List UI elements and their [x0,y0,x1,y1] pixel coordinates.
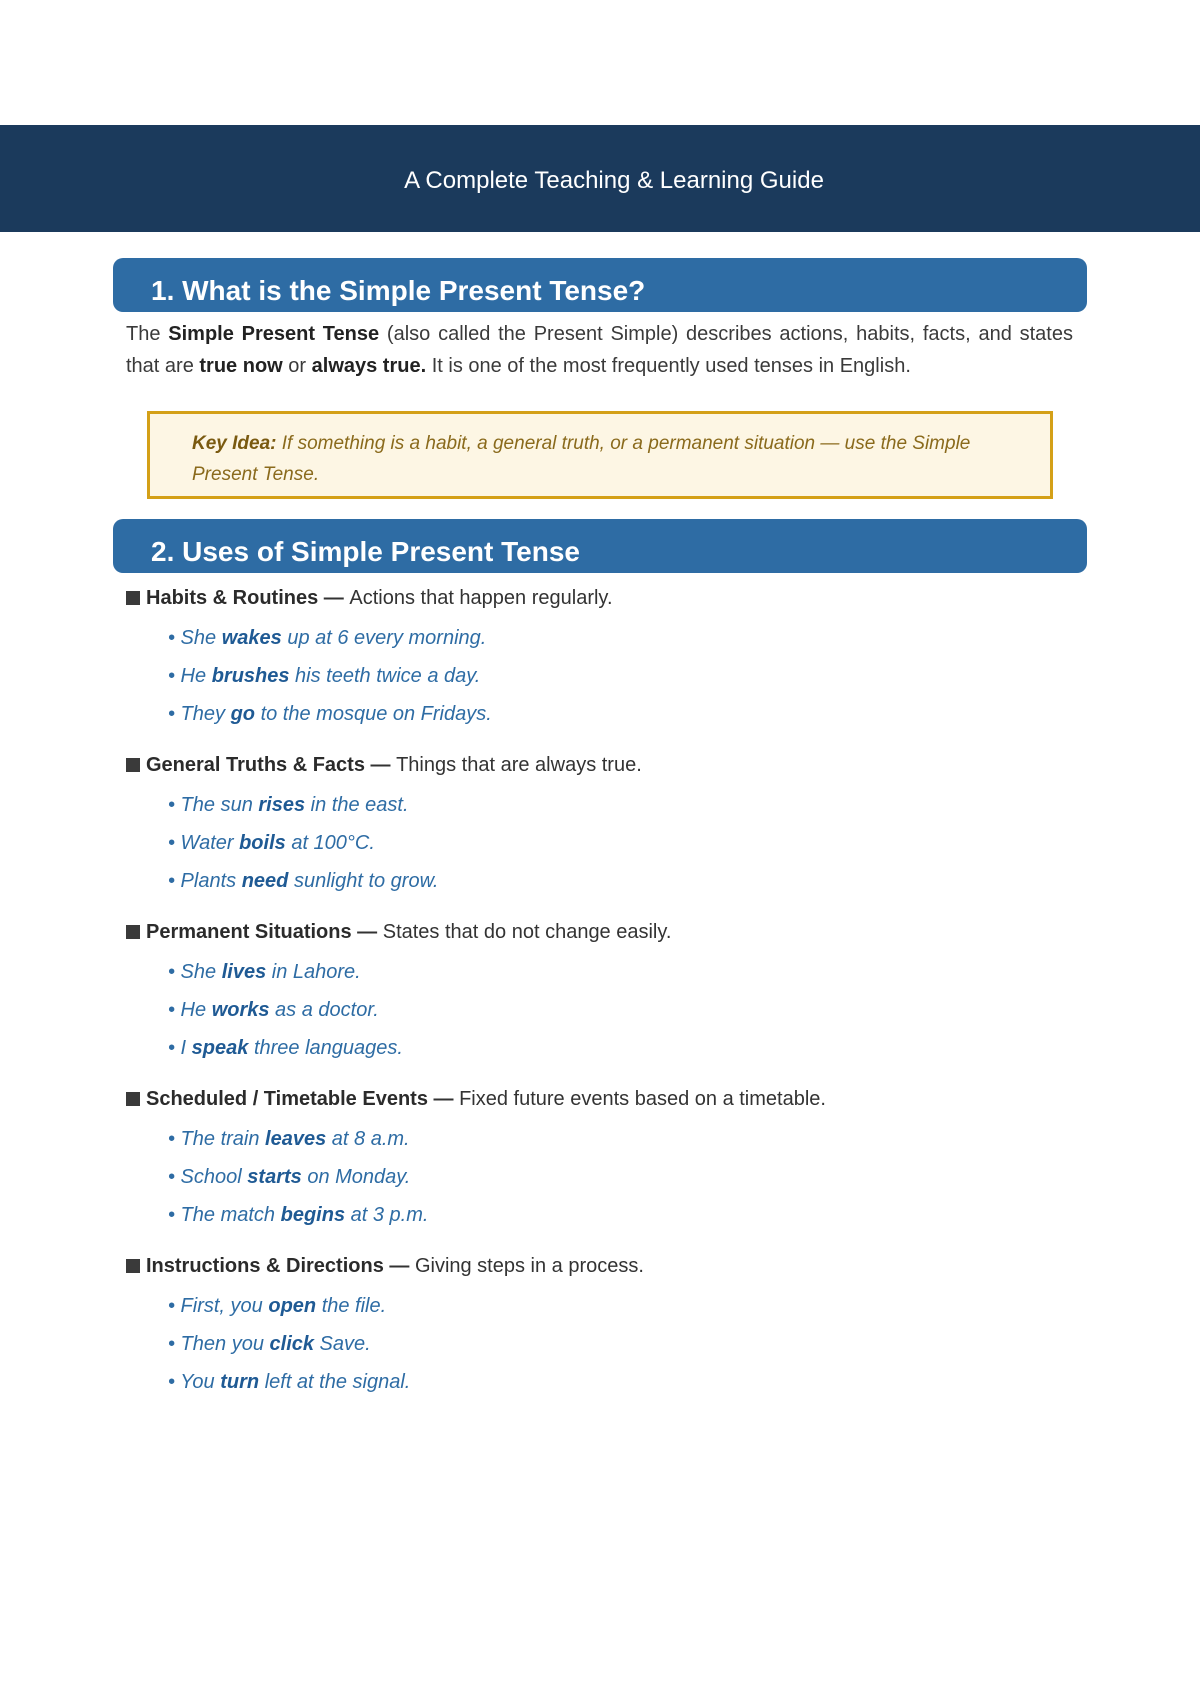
key-idea-text: If something is a habit, a general truth, or a permanent situation — use the Simple Present Tense. [192,433,971,485]
example-sentence: • First, you open the file. [168,1295,387,1317]
square-bullet-icon [126,1092,140,1106]
use-group [126,1250,1076,1401]
term-always-true: always true. [311,355,427,377]
square-bullet-icon [126,925,140,939]
example-sentence: • School starts on Monday. [168,1166,411,1188]
example-sentence: • Then you click Save. [168,1333,371,1355]
header-banner [0,125,1200,232]
example-sentence: • She wakes up at 6 every morning. [168,627,487,649]
key-idea-box [147,411,1053,499]
use-title: Permanent Situations — States that do not change easily. [126,916,1076,948]
example-sentence: • I speak three languages. [168,1037,403,1059]
example-sentence: • The train leaves at 8 a.m. [168,1128,410,1150]
use-group [126,1083,1076,1234]
guide-subtitle: A Complete Teaching & Learning Guide [404,166,824,194]
use-title: Habits & Routines — Actions that happen regularly. [126,582,1076,614]
example-sentence: • Water boils at 100°C. [168,832,375,854]
square-bullet-icon [126,1259,140,1273]
example-sentence: • You turn left at the signal. [168,1371,411,1393]
term-true-now: true now [199,355,283,377]
example-sentence: • She lives in Lahore. [168,961,361,983]
term-simple-present: Simple Present Tense [168,323,380,345]
use-group [126,582,1076,733]
example-sentence: • The match begins at 3 p.m. [168,1204,429,1226]
section-2-header: 2. Uses of Simple Present Tense [113,519,1087,573]
use-group [126,916,1076,1067]
use-title: General Truths & Facts — Things that are always true. [126,749,1076,781]
use-title: Scheduled / Timetable Events — Fixed future events based on a timetable. [126,1083,1076,1115]
square-bullet-icon [126,758,140,772]
square-bullet-icon [126,591,140,605]
example-sentence: • He works as a doctor. [168,999,379,1021]
uses-list [126,582,1076,1417]
key-idea-label: Key Idea: [192,433,277,454]
example-sentence: • Plants need sunlight to grow. [168,870,439,892]
example-sentence: • He brushes his teeth twice a day. [168,665,481,687]
use-title: Instructions & Directions — Giving steps in a process. [126,1250,1076,1282]
use-group [126,749,1076,900]
example-sentence: • They go to the mosque on Fridays. [168,703,492,725]
example-sentence: • The sun rises in the east. [168,794,409,816]
intro-paragraph: The Simple Present Tense (also called the Present Simple) describes actions, habits, facts, and states that are true now or always true. It is one of the most frequently used tenses in English. [126,323,1073,377]
section-1-header: 1. What is the Simple Present Tense? [113,258,1087,312]
